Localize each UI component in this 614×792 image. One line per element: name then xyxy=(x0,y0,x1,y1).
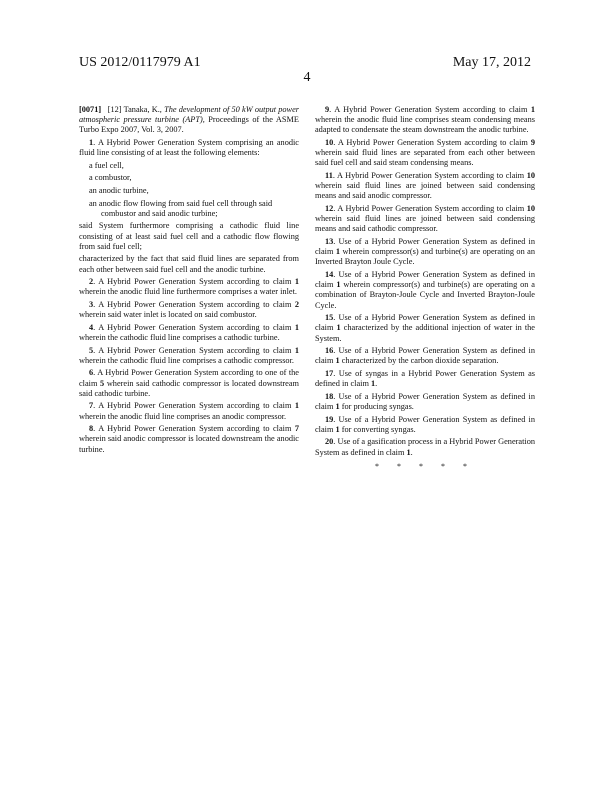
claim-2 xyxy=(79,277,299,297)
claim-number: 9 xyxy=(325,105,330,114)
claim-text: . Use of a Hybrid Power Generation System as defined in claim xyxy=(315,346,535,366)
claim-1-body: characterized by the fact that said fluid lines are separated from each other between said fuel cell and the anodic turbine. xyxy=(79,254,299,274)
publication-number: US 2012/0117979 A1 xyxy=(79,55,201,70)
page-number: 4 xyxy=(303,70,311,85)
reference-title: The development of 50 kW output power atmospheric pressure turbine (APT) xyxy=(79,105,299,125)
claim-text: an anodic flow flowing from said fuel cell through said xyxy=(89,198,273,208)
claim-number: 14 xyxy=(325,270,334,279)
claim-ref: 1 xyxy=(406,447,411,457)
claim-text: . A Hybrid Power Generation System according to claim xyxy=(93,299,295,309)
claim-text: wherein the cathodic fluid line comprises a cathodic compressor. xyxy=(79,355,294,365)
claim-10 xyxy=(315,138,535,169)
claim-3 xyxy=(79,300,299,320)
claim-text: . A Hybrid Power Generation System comprising an anodic fluid line consisting of at least the following elements: xyxy=(79,138,299,158)
claim-1-item xyxy=(79,199,299,219)
claim-text: . A Hybrid Power Generation System according to one of the claim xyxy=(79,368,299,388)
claim-9 xyxy=(315,105,535,136)
claim-ref: 1 xyxy=(530,105,535,114)
paragraph-number: [0071] xyxy=(79,105,102,114)
claim-number: 18 xyxy=(325,391,334,401)
claim-18 xyxy=(315,392,535,412)
claim-number: 1 xyxy=(89,138,94,147)
left-column xyxy=(79,105,299,457)
claim-text: . Use of a gasification process in a Hybrid Power Generation System as defined in claim xyxy=(315,437,535,457)
claim-13 xyxy=(315,237,535,268)
claim-number: 17 xyxy=(325,369,334,378)
reference-post: , Proceedings of the ASME Turbo Expo 2007, Vol. 3, 2007. xyxy=(79,115,299,135)
claim-text: wherein said fluid lines are joined between said condensing means and said cathodic compressor. xyxy=(315,214,535,234)
claim-number: 10 xyxy=(325,138,334,147)
claim-text: for converting syngas. xyxy=(339,424,416,434)
claim-text: wherein said fluid lines are separated from each other between said fuel cell and said steam condensing means. xyxy=(315,148,535,168)
claim-12 xyxy=(315,204,535,235)
claim-number: 4 xyxy=(89,322,94,332)
claim-number: 8 xyxy=(89,424,94,434)
claim-1-item: a fuel cell, xyxy=(89,160,124,170)
claim-1-item: an anodic turbine, xyxy=(89,185,149,195)
claim-number: 6 xyxy=(89,368,94,378)
claim-number: 16 xyxy=(325,346,334,356)
claim-ref: 10 xyxy=(526,204,535,213)
right-column xyxy=(315,105,535,472)
claim-5 xyxy=(79,346,299,366)
claim-text: . A Hybrid Power Generation System according to claim xyxy=(93,424,295,434)
claim-text: . Use of a Hybrid Power Generation System as defined in claim xyxy=(315,391,535,411)
claim-text: . A Hybrid Power Generation System according to claim xyxy=(333,138,531,147)
claim-text: . A Hybrid Power Generation System according to claim xyxy=(93,277,295,287)
claim-number: 12 xyxy=(325,204,334,213)
claim-1-item: a combustor, xyxy=(89,173,132,183)
claim-8 xyxy=(79,424,299,455)
claim-text: for producing syngas. xyxy=(339,402,414,411)
claim-ref: 5 xyxy=(100,378,105,388)
claim-text: wherein compressor(s) and turbine(s) are operating on an Inverted Brayton Joule Cycle. xyxy=(315,247,535,267)
claim-number: 15 xyxy=(325,313,334,323)
claim-ref: 1 xyxy=(294,322,299,332)
claim-text: wherein the anodic fluid line comprises an anodic compressor. xyxy=(79,411,287,421)
publication-date: May 17, 2012 xyxy=(452,55,531,70)
claim-ref: 7 xyxy=(294,424,299,434)
claim-ref: 1 xyxy=(294,277,299,287)
claim-text: combustor and said anodic turbine; xyxy=(101,208,218,218)
claim-ref: 9 xyxy=(530,138,535,147)
claim-ref: 10 xyxy=(526,171,535,180)
claim-text: wherein said fluid lines are joined between said condensing means and said anodic compressor. xyxy=(315,181,535,201)
reference-paragraph xyxy=(79,105,299,136)
claim-text: characterized by the carbon dioxide separation. xyxy=(339,356,499,366)
claim-text: . A Hybrid Power Generation System according to claim xyxy=(332,171,527,180)
claim-number: 11 xyxy=(325,171,333,180)
claim-4 xyxy=(79,323,299,343)
claim-11 xyxy=(315,171,535,202)
claim-number: 19 xyxy=(325,414,334,424)
claim-text: . A Hybrid Power Generation System according to claim xyxy=(93,322,295,332)
reference-pre: [12] Tanaka, K., xyxy=(107,105,165,114)
claim-ref: 1 xyxy=(335,402,340,411)
claim-number: 20 xyxy=(325,437,334,447)
claim-number: 2 xyxy=(89,277,94,287)
claim-ref: 1 xyxy=(335,356,340,366)
claim-text: . A Hybrid Power Generation System according to claim xyxy=(329,105,531,114)
claim-text: . Use of a Hybrid Power Generation System as defined in claim xyxy=(315,237,535,257)
claim-ref: 1 xyxy=(335,247,341,257)
claim-text: . Use of a Hybrid Power Generation System as defined in claim xyxy=(315,414,535,434)
claim-text: . A Hybrid Power Generation System according to claim xyxy=(93,401,295,411)
claim-ref: 1 xyxy=(336,280,341,290)
claim-17 xyxy=(315,369,535,389)
claim-ref: 1 xyxy=(370,379,376,389)
claim-number: 5 xyxy=(89,345,94,355)
claim-number: 13 xyxy=(325,237,334,246)
claim-text: wherein said water inlet is located on said combustor. xyxy=(79,310,257,320)
claim-text: . xyxy=(410,447,413,457)
claim-1-body: said System furthermore comprising a cathodic fluid line consisting of at least said fuel cell and a cathodic flow flowing from said fuel cell; xyxy=(79,221,299,251)
claim-text: wherein the anodic fluid line comprises steam condensing means adapted to condensate the steam downstream the anodic turbine. xyxy=(315,115,535,135)
claim-6 xyxy=(79,368,299,399)
claim-7 xyxy=(79,401,299,421)
claim-text: wherein compressor(s) and turbine(s) are operating on a combination of Brayton-Joule Cycle and Inverted Brayton-Joule Cycle. xyxy=(315,280,535,310)
claim-ref: 1 xyxy=(294,345,299,355)
claim-ref: 1 xyxy=(335,424,340,434)
claim-ref: 2 xyxy=(294,299,299,309)
claim-16 xyxy=(315,346,535,366)
claim-ref: 1 xyxy=(294,401,299,411)
claim-15 xyxy=(315,313,535,344)
claim-1 xyxy=(79,138,299,158)
claim-text: wherein said anodic compressor is located downstream the anodic turbine. xyxy=(79,434,299,454)
claim-text: wherein the anodic fluid line furthermore comprises a water inlet. xyxy=(79,287,297,297)
claim-text: wherein said cathodic compressor is located downstream said cathodic turbine. xyxy=(79,378,299,398)
claim-text: characterized by the additional injection of water in the System. xyxy=(315,323,535,343)
claim-text: . xyxy=(375,379,378,389)
claim-19 xyxy=(315,415,535,435)
claim-20 xyxy=(315,437,535,457)
claim-ref: 1 xyxy=(336,323,341,333)
claim-number: 3 xyxy=(89,299,94,309)
end-of-document-mark: * * * * * xyxy=(375,461,475,471)
claim-text: . Use of a Hybrid Power Generation System as defined in claim xyxy=(315,270,535,290)
claim-text: . A Hybrid Power Generation System according to claim xyxy=(333,204,527,213)
claim-text: . Use of a Hybrid Power Generation System as defined in claim xyxy=(315,313,535,333)
claim-text: . Use of syngas in a Hybrid Power Generation System as defined in claim xyxy=(315,369,535,389)
claim-text: wherein the cathodic fluid line comprises a cathodic turbine. xyxy=(79,332,280,342)
claim-14 xyxy=(315,270,535,311)
claim-number: 7 xyxy=(89,401,94,411)
claim-text: . A Hybrid Power Generation System according to claim xyxy=(93,345,295,355)
